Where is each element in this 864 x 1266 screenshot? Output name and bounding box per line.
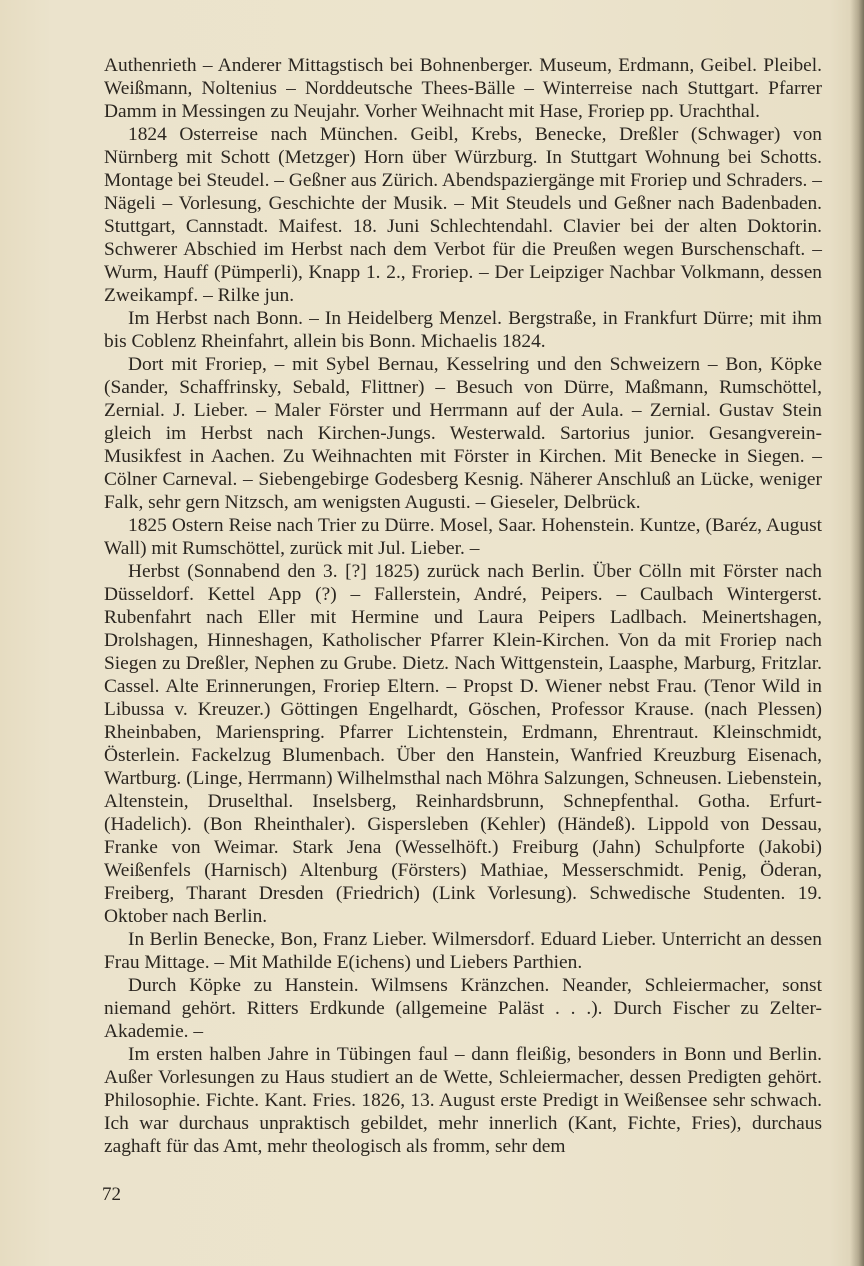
spine-shadow <box>850 0 864 1266</box>
page-number: 72 <box>102 1184 121 1205</box>
body-text <box>104 54 822 1158</box>
paragraph-2: 1824 Osterreise nach München. Geibl, Krebs, Benecke, Dreßler (Schwager) von Nürnberg mit Schott (Metzger) Horn über Würzburg. In Stuttgart Wohnung bei Schotts. Montage bei Steudel. – Geßner aus Zürich. Abendspaziergänge mit Froriep und Schraders. – Nägeli – Vorlesung, Geschichte der Musik. – Mit Steudels und Geßner nach Badenbaden. Stuttgart, Cannstadt. Maifest. 18. Juni Schlechtendahl. Clavier bei der alten Doktorin. Schwerer Abschied im Herbst nach dem Verbot für die Preußen wegen Burschenschaft. – Wurm, Hauff (Pümperli), Knapp 1. 2., Froriep. – Der Leipziger Nachbar Volkmann, dessen Zweikampf. – Rilke jun. <box>104 124 822 306</box>
paragraph-3: Im Herbst nach Bonn. – In Heidelberg Menzel. Bergstraße, in Frankfurt Dürre; mit ihm bis Coblenz Rheinfahrt, allein bis Bonn. Michaelis 1824. <box>104 308 822 352</box>
paragraph-7: In Berlin Benecke, Bon, Franz Lieber. Wilmersdorf. Eduard Lieber. Unterricht an dessen Frau Mittage. – Mit Mathilde E(ichens) und Liebers Parthien. <box>104 929 822 973</box>
paragraph-9: Im ersten halben Jahre in Tübingen faul – dann fleißig, besonders in Bonn und Berlin. Außer Vorlesungen zu Haus studiert an de Wette, Schleiermacher, dessen Predigten gehört. Philosophie. Fichte. Kant. Fries. 1826, 13. August erste Predigt in Weißensee sehr schwach. Ich war durchaus unpraktisch gebildet, mehr innerlich (Kant, Fichte, Fries), durchaus zaghaft für das Amt, mehr theologisch als fromm, sehr dem <box>104 1044 822 1157</box>
paragraph-1: Authenrieth – Anderer Mittagstisch bei Bohnenberger. Museum, Erdmann, Geibel. Pleibel. Weißmann, Noltenius – Norddeutsche Thees-Bälle – Winterreise nach Stuttgart. Pfarrer Damm in Messingen zu Neujahr. Vorher Weihnacht mit Hase, Froriep pp. Urachthal. <box>104 55 822 122</box>
paragraph-5: 1825 Ostern Reise nach Trier zu Dürre. Mosel, Saar. Hohenstein. Kuntze, (Baréz, August Wall) mit Rumschöttel, zurück mit Jul. Lieber. – <box>104 515 822 559</box>
paragraph-6: Herbst (Sonnabend den 3. [?] 1825) zurück nach Berlin. Über Cölln mit Förster nach Düsseldorf. Kettel App (?) – Fallerstein, André, Peipers. – Caulbach Wintergerst. Rubenfahrt nach Eller mit Hermine und Laura Peipers Ladlbach. Meinertshagen, Drolshagen, Hinneshagen, Katholischer Pfarrer Klein-Kirchen. Von da mit Froriep nach Siegen zu Dreßler, Nephen zu Grube. Dietz. Nach Wittgenstein, Laasphe, Marburg, Fritzlar. Cassel. Alte Erinnerungen, Froriep Eltern. – Propst D. Wiener nebst Frau. (Tenor Wild in Libussa v. Kreuzer.) Göttingen Engelhardt, Göschen, Professor Krause. (nach Plessen) Rheinbaben, Marienspring. Pfarrer Lichtenstein, Erdmann, Ehrentraut. Kleinschmidt, Österlein. Fackelzug Blumenbach. Über den Hanstein, Wanfried Kreuzburg Eisenach, Wartburg. (Linge, Herrmann) Wilhelmsthal nach Möhra Salzungen, Schneusen. Liebenstein, Altenstein, Druselthal. Inselsberg, Reinhardsbrunn, Schnepfenthal. Gotha. Erfurt-(Hadelich). (Bon Rheinthaler). Gispersleben (Kehler) (Händeß). Lippold von Dessau, Franke von Weimar. Stark Jena (Wesselhöft.) Freiburg (Jahn) Schulpforte (Jakobi) Weißenfels (Harnisch) Altenburg (Försters) Mathiae, Messerschmidt. Penig, Öderan, Freiberg, Tharant Dresden (Friedrich) (Link Vorlesung). Schwedische Studenten. 19. Oktober nach Berlin. <box>104 561 822 927</box>
paragraph-4: Dort mit Froriep, – mit Sybel Bernau, Kesselring und den Schweizern – Bon, Köpke (Sander, Schaffrinsky, Sebald, Flittner) – Besuch von Dürre, Maßmann, Rumschöttel, Zernial. J. Lieber. – Maler Förster und Herrmann auf der Aula. – Zernial. Gustav Stein gleich im Herbst nach Kirchen-Jungs. Westerwald. Sartorius junior. Gesangverein-Musikfest in Aachen. Zu Weihnachten mit Förster in Kirchen. Mit Benecke in Siegen. – Cölner Carneval. – Siebengebirge Godesberg Kesnig. Näherer Anschluß an Lücke, weniger Falk, sehr gern Nitzsch, am wenigsten Augusti. – Gieseler, Delbrück. <box>104 354 822 513</box>
paragraph-8: Durch Köpke zu Hanstein. Wilmsens Kränzchen. Neander, Schleiermacher, sonst niemand gehört. Ritters Erdkunde (allgemeine Paläst . . .). Durch Fischer zu Zelter-Akademie. – <box>104 975 822 1042</box>
